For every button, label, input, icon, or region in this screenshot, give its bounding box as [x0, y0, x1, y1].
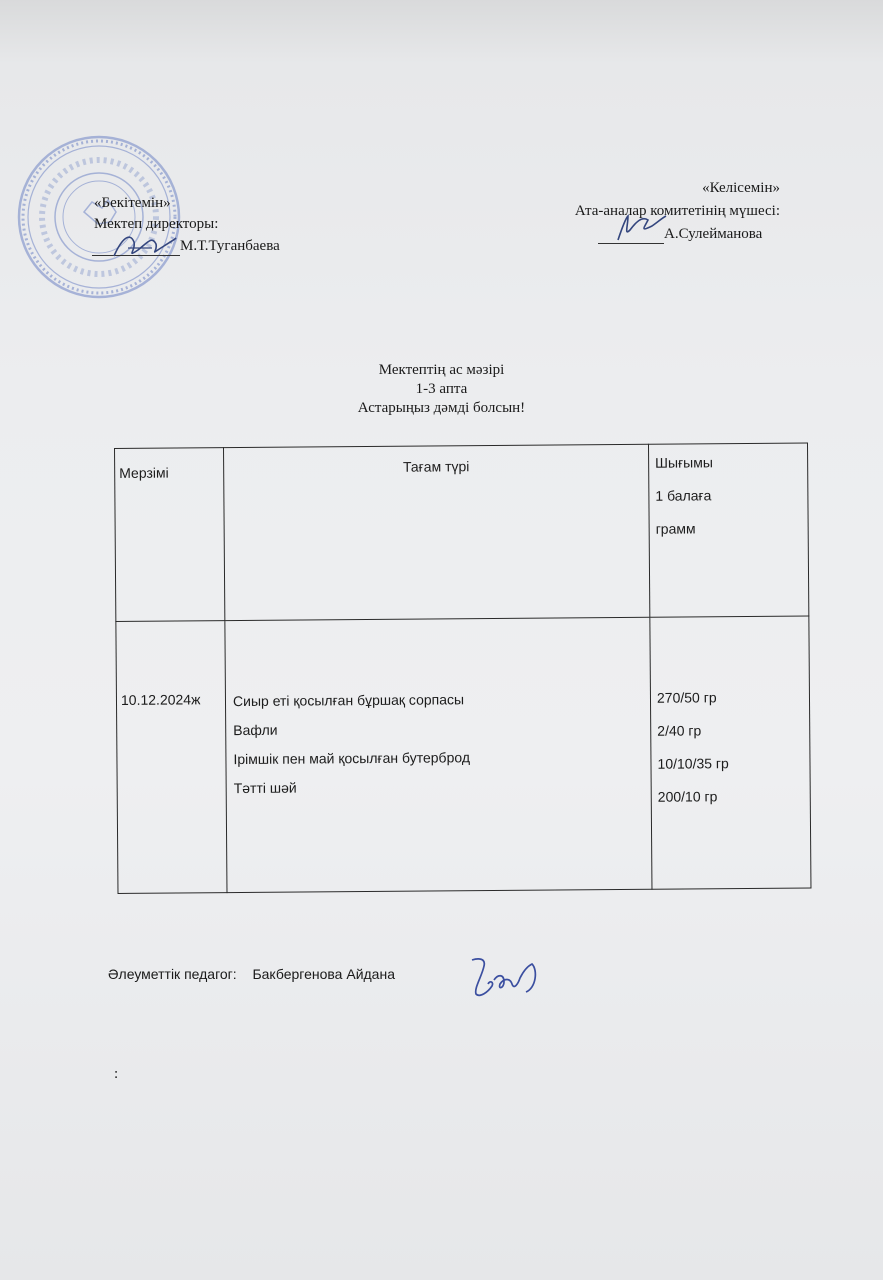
committee-signature — [612, 210, 668, 246]
approval-right-role: Ата-аналар комитетінің мүшесі: — [574, 203, 780, 219]
dish-item: Сиыр еті қосылған бұршақ сорпасы — [232, 691, 465, 710]
pedagogue-signature — [464, 952, 544, 1002]
header-yield — [648, 443, 808, 617]
header-dish — [224, 444, 650, 620]
yield-item: 200/10 гр — [657, 788, 718, 805]
header-yield-line-3: грамм — [655, 520, 696, 537]
approval-right-title: «Келісемін» — [702, 180, 780, 196]
table-header-row — [115, 443, 809, 621]
menu-week: 1-3 апта — [415, 381, 468, 397]
row-yield-cell — [650, 616, 811, 889]
approval-left-name: М.Т.Туганбаева — [180, 238, 280, 254]
director-signature — [108, 228, 178, 264]
header-yield-line-2: 1 балаға — [655, 487, 712, 504]
yield-item: 270/50 гр — [656, 689, 717, 706]
dish-item: Тәтті шәй — [233, 779, 297, 797]
footer-name: Бакбергенова Айдана — [252, 966, 395, 982]
header-date-label: Мерзімі — [119, 464, 169, 481]
footer-role: Әлеуметтік педагог: — [108, 966, 237, 982]
yield-item: 10/10/35 гр — [657, 755, 729, 772]
header-yield-line-1: Шығымы — [655, 454, 713, 471]
approval-left-role: Мектеп директоры: — [94, 216, 219, 232]
approval-left-title: «Бекітемін» — [94, 195, 171, 211]
yield-item: 2/40 гр — [657, 722, 702, 739]
approval-right-name: А.Сулейманова — [664, 226, 763, 242]
footer-signatory — [108, 966, 395, 982]
header-date — [115, 448, 225, 622]
menu-wish: Астарыңыз дәмді болсын! — [357, 400, 526, 416]
row-date: 10.12.2024ж — [120, 691, 201, 708]
menu-table — [114, 443, 811, 894]
header-dish-label: Тағам түрі — [402, 458, 470, 475]
dish-item: Вафли — [233, 721, 278, 739]
row-date-cell — [116, 621, 227, 894]
row-dish-cell — [225, 617, 652, 892]
table-row — [116, 616, 811, 893]
menu-header — [0, 361, 883, 418]
menu-title: Мектептің ас мәзірі — [378, 362, 505, 378]
dish-item: Ірімшік пен май қосылған бутерброд — [233, 749, 471, 768]
stray-colon: : — [114, 1066, 119, 1082]
